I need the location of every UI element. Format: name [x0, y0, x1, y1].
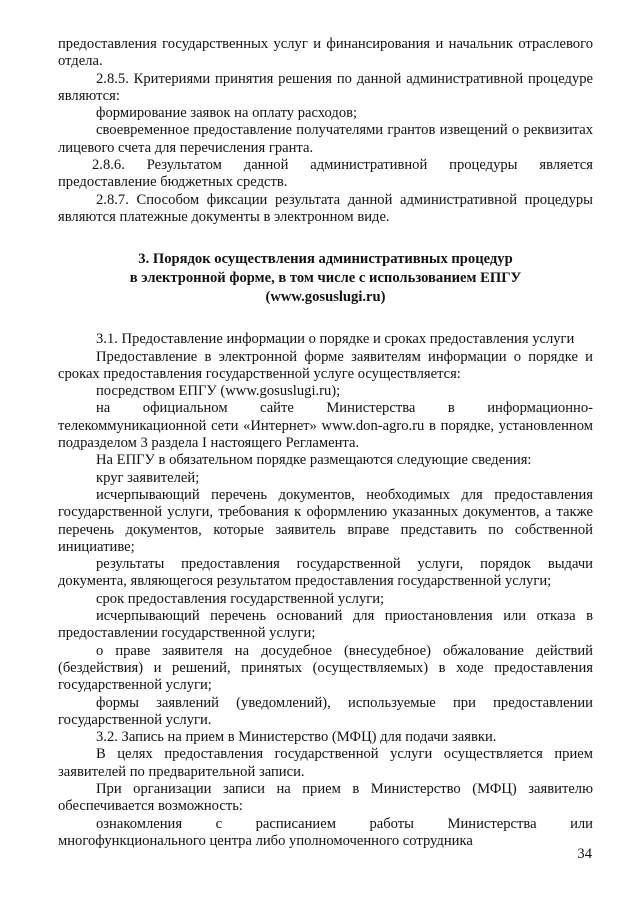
paragraph: своевременное предоставление получателями грантов извещений о реквизитах лицевого счета для перечисления гранта.	[58, 122, 593, 156]
paragraph: В целях предоставления государственной услуги осуществляется прием заявителей по предварительной записи.	[58, 746, 593, 780]
paragraph: круг заявителей;	[96, 469, 200, 486]
paragraph: 2.8.5. Критериями принятия решения по данной административной процедуре являются:	[58, 70, 593, 104]
paragraph: 2.8.7. Способом фиксации результата данной административной процедуры являются платежные документы в электронном виде.	[58, 191, 593, 225]
paragraph: 2.8.6. Результатом данной административной процедуры является предоставление бюджетных средств.	[58, 157, 593, 191]
section-heading-line: 3. Порядок осуществления административных процедур	[138, 251, 513, 268]
section-heading-line: в электронной форме, в том числе с использованием ЕПГУ	[129, 270, 522, 287]
section-heading-line: (www.gosuslugi.ru)	[265, 289, 386, 306]
paragraph: 3.1. Предоставление информации о порядке и сроках предоставления услуги	[96, 331, 575, 348]
paragraph: При организации записи на прием в Министерство (МФЦ) заявителю обеспечивается возможность:	[58, 780, 593, 815]
paragraph: результаты предоставления государственной услуги, порядок выдачи документа, являющегося результатом предоставления государственной услуги;	[58, 556, 593, 590]
paragraph: посредством ЕПГУ (www.gosuslugi.ru);	[96, 383, 341, 400]
paragraph: Предоставление в электронной форме заявителям информации о порядке и сроках предоставления государственной услуге осуществляется:	[58, 348, 593, 382]
paragraph: 3.2. Запись на прием в Министерство (МФЦ) для подачи заявки.	[96, 729, 497, 746]
paragraph: формирование заявок на оплату расходов;	[96, 105, 358, 122]
paragraph: формы заявлений (уведомлений), используемые при предоставлении государственной услуги.	[58, 694, 593, 728]
paragraph: исчерпывающий перечень оснований для приостановления или отказа в предоставлении государственной услуги;	[58, 608, 593, 642]
document-page	[58, 36, 593, 850]
page-number: 34	[577, 846, 592, 862]
paragraph: срок предоставления государственной услуги;	[96, 590, 385, 607]
section-heading	[58, 250, 593, 307]
paragraph: на официальном сайте Министерства в информационно-телекоммуникационной сети «Интернет» www.don-agro.ru в порядке, установленном подразделом 3 раздела I настоящего Регламента.	[58, 400, 593, 452]
paragraph: предоставления государственных услуг и финансирования и начальник отраслевого отдела.	[58, 36, 593, 70]
paragraph: о праве заявителя на досудебное (внесудебное) обжалование действий (бездействия) и решений, принятых (осуществляемых) в ходе предоставления государственной услуги;	[58, 642, 593, 694]
paragraph: ознакомления с расписанием работы Министерства или многофункционального центра либо уполномоченного сотрудника	[58, 815, 593, 849]
paragraph: На ЕПГУ в обязательном порядке размещаются следующие сведения:	[96, 452, 532, 469]
paragraph: исчерпывающий перечень документов, необходимых для предоставления государственной услуги, требования к оформлению указанных документов, а также перечень документов, которые заявитель вправе представить по собственной инициативе;	[58, 486, 593, 555]
